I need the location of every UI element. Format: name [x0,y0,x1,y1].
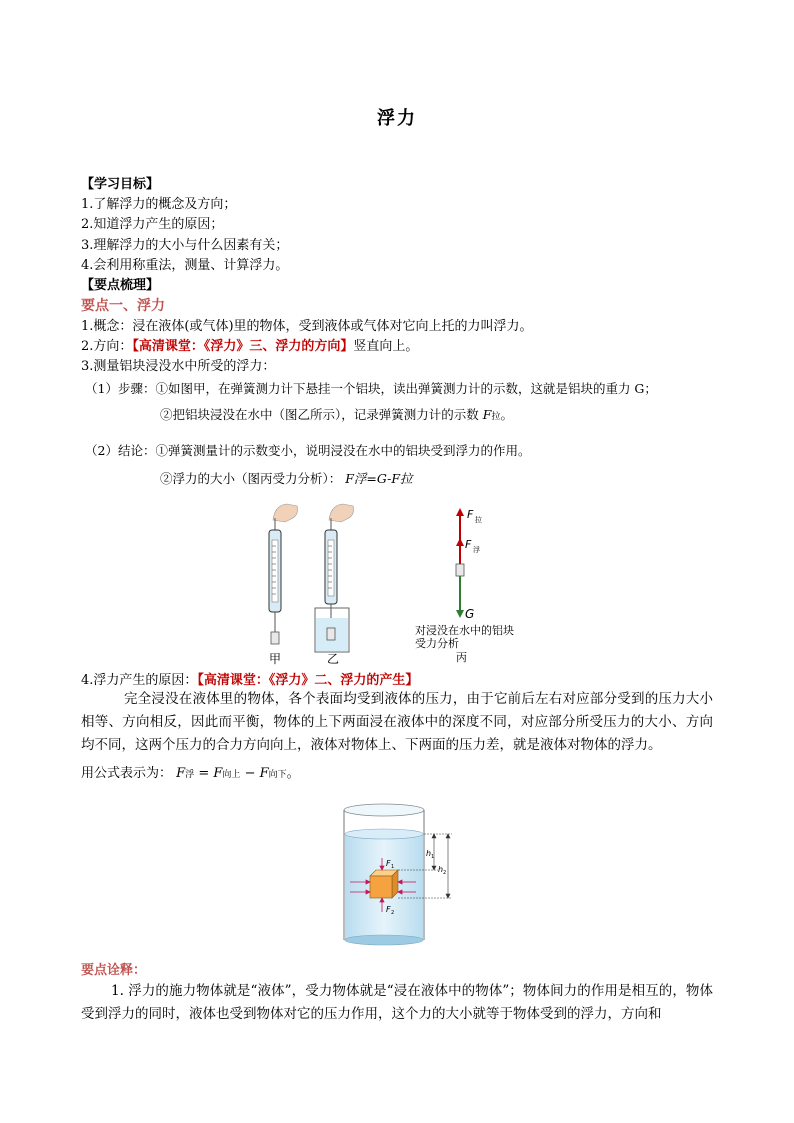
force-g-label: G [465,607,475,621]
direction-line [81,338,418,356]
concept-line: 1.概念：浸在液体(或气体)里的物体，受到液体或气体对它向上托的力叫浮力。 [81,319,533,334]
pressure-figure [336,800,466,950]
cause-link[interactable]: 【高清课堂：《浮力》二、浮力的产生】 [197,673,419,688]
formula-a-sub: 向上 [222,770,241,780]
formula-prefix: 用公式表示为： [81,766,173,781]
spring-scale-jia-icon [269,518,281,644]
formula-b: F [259,766,269,781]
cause-prefix: 4.浮力产生的原因： [81,673,198,688]
cube-icon [370,870,398,898]
goal-item: 2.知道浮力产生的原因； [81,217,224,232]
formula-line [81,765,300,784]
force-buoy-label: F [465,538,472,551]
formula-a: F [213,766,223,781]
f2-label: F [386,905,391,914]
direction-prefix: 2.方向： [81,339,133,354]
label-bing: 丙 [456,651,467,664]
formula-lhs: F [176,766,186,781]
f1-sub: 1 [391,864,395,870]
f-pull-sub: 拉 [491,412,501,422]
h2-label: h [438,865,444,874]
step2-end: 。 [500,407,513,422]
conclusion2-line [160,470,413,488]
formula-b-sub: 向下 [268,770,287,780]
notes-paragraph: 1. 浮力的施力物体就是“液体”，受力物体就是“浸在液体中的物体”；物体间力的作用是相互的，物体受到浮力的同时，液体也受到物体对它的压力作用，这个力的大小就等于物体受到的浮力，方向和 [81,983,713,1022]
f-pull-var: F [482,407,492,422]
spring-scale-figure [255,500,555,668]
caption-line2: 受力分析 [415,637,459,650]
label-yi: 乙 [327,652,340,666]
direction-suffix: 竖直向上。 [353,339,419,354]
conclusion1-line: （2）结论：①弹簧测量计的示数变小，说明浸没在水中的铝块受到浮力的作用。 [85,443,531,458]
measure-line: 3.测量铝块浸没水中所受的浮力： [81,359,276,374]
h1-sub: 1 [431,854,435,860]
hand-jia-icon [273,504,298,522]
equals-sign: = [198,766,210,781]
notes-heading: 要点诠释： [81,963,147,978]
conclusion2-text: ②浮力的大小（图丙受力分析）： [160,471,342,486]
point1-heading: 要点一、浮力 [81,298,165,314]
formula-lhs-sub: 浮 [185,770,195,780]
goal-item: 3.理解浮力的大小与什么因素有关； [81,238,289,253]
h2-sub: 2 [443,870,447,876]
page-title: 浮力 [377,108,417,129]
step2-line [160,406,513,426]
beaker-icon [315,608,349,652]
goal-item: 4.会利用称重法，测量、计算浮力。 [81,258,289,273]
summary-heading: 【要点梳理】 [81,278,160,293]
direction-link[interactable]: 【高清课堂：《浮力》三、浮力的方向】 [132,339,354,354]
force-pull-sub: 拉 [475,516,482,524]
label-jia: 甲 [269,652,282,666]
goals-heading: 【学习目标】 [81,177,160,192]
goal-item: 1.了解浮力的概念及方向； [81,197,237,212]
cause-paragraph: 完全浸没在液体里的物体，各个表面均受到液体的压力，由于它前后左右对应部分受到的压力大小相等、方向相反，因此而平衡，物体的上下两面浸在液体中的深度不同，对应部分所受压力的大小、方向均不同，这两个压力的合力方向向上，液体对物体上、下两面的压力差，就是液体对物体的浮力。 [81,691,713,753]
spring-scale-yi-icon [325,518,337,628]
h1-label: h [426,849,432,858]
buoyancy-formula: F浮=G-F拉 [345,471,413,486]
f1-label: F [386,859,391,868]
step1-line: （1）步骤：①如图甲，在弹簧测力计下悬挂一个铝块，读出弹簧测力计的示数，这就是铝块的重力 G； [85,381,657,396]
step2-text: ②把铝块浸没在水中（图乙所示），记录弹簧测力计的示数 [160,407,479,422]
f2-sub: 2 [391,910,395,916]
minus-sign: − [244,766,256,781]
force-diagram [456,508,482,621]
formula-end: 。 [286,766,300,781]
force-pull-label: F [467,508,474,521]
caption-line1: 对浸没在水中的铝块 [415,624,514,637]
force-buoy-sub: 浮 [473,546,480,554]
hand-yi-icon [329,504,354,522]
